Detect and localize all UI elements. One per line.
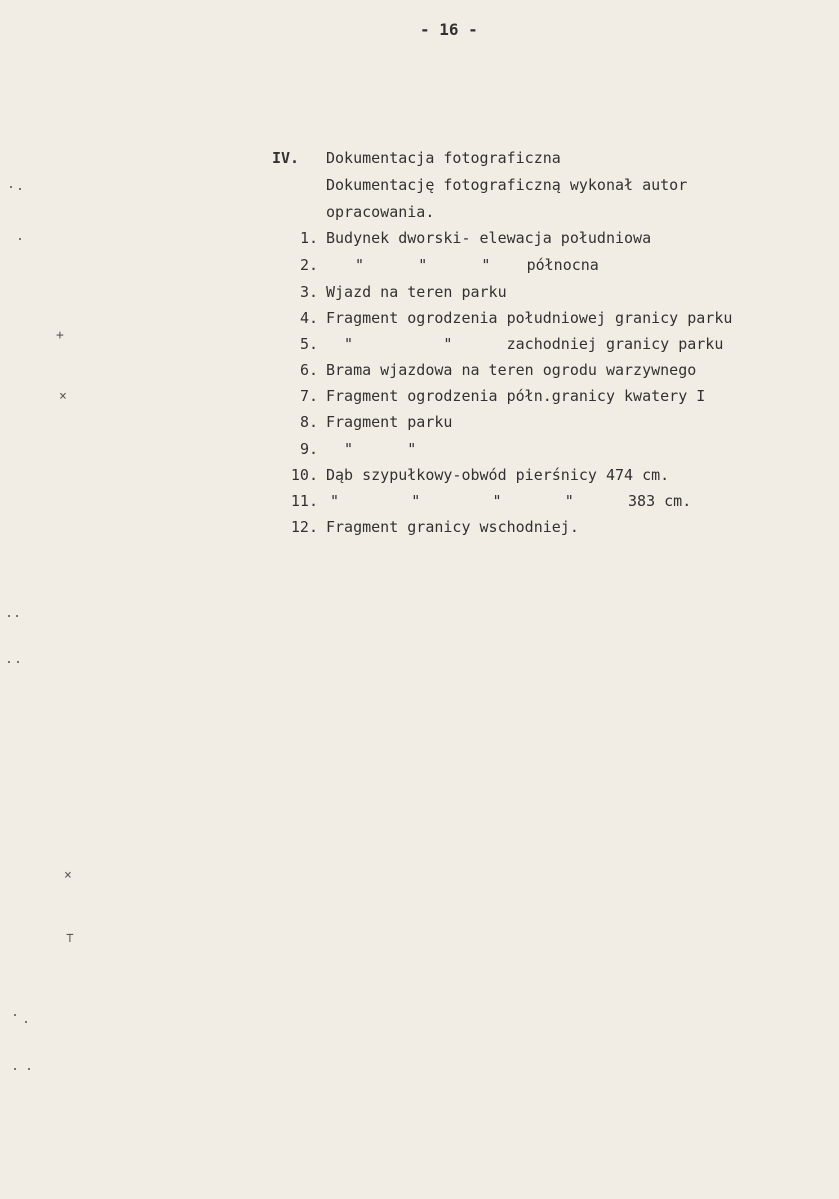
intro-line: Dokumentację fotograficzną wykonał autor bbox=[326, 176, 688, 194]
item-text: " " zachodniej granicy parku bbox=[326, 335, 724, 353]
item-text: " " " " 383 cm. bbox=[330, 492, 692, 510]
item-text: " " bbox=[326, 440, 417, 458]
item-number: 11. bbox=[290, 492, 318, 510]
item-text: Budynek dworski- elewacja południowa bbox=[326, 229, 652, 247]
page-number: - 16 - bbox=[420, 20, 478, 39]
item-text: Fragment ogrodzenia półn.granicy kwatery I bbox=[326, 387, 706, 405]
item-number: 6. bbox=[299, 361, 318, 379]
item-number: 2. bbox=[299, 256, 318, 274]
item-number: 12. bbox=[290, 518, 318, 536]
intro-line: opracowania. bbox=[326, 203, 435, 221]
item-number: 7. bbox=[299, 387, 318, 405]
scan-speck bbox=[8, 615, 10, 617]
item-number: 5. bbox=[299, 335, 318, 353]
scan-speck bbox=[19, 188, 21, 190]
scan-speck bbox=[28, 1068, 30, 1070]
item-text: Dąb szypułkowy-obwód pierśnicy 474 cm. bbox=[326, 466, 670, 484]
margin-mark: × bbox=[64, 868, 72, 883]
scan-speck bbox=[14, 1068, 16, 1070]
scan-speck bbox=[8, 661, 10, 663]
item-text: Fragment parku bbox=[326, 413, 453, 431]
item-number: 8. bbox=[299, 413, 318, 431]
scan-speck bbox=[25, 1021, 27, 1023]
item-number: 3. bbox=[299, 283, 318, 301]
item-text: " " " północna bbox=[355, 256, 599, 274]
item-text: Wjazd na teren parku bbox=[326, 283, 507, 301]
item-number: 1. bbox=[299, 229, 318, 247]
scan-speck bbox=[19, 238, 21, 240]
item-number: 10. bbox=[290, 466, 318, 484]
item-text: Fragment ogrodzenia południowej granicy parku bbox=[326, 309, 733, 327]
scan-speck bbox=[10, 186, 12, 188]
item-number: 4. bbox=[299, 309, 318, 327]
item-text: Brama wjazdowa na teren ogrodu warzywnego bbox=[326, 361, 697, 379]
section-title: Dokumentacja fotograficzna bbox=[326, 149, 561, 167]
scan-speck bbox=[16, 615, 18, 617]
item-text: Fragment granicy wschodniej. bbox=[326, 518, 579, 536]
margin-mark: ⊤ bbox=[66, 931, 74, 946]
section-number: IV. bbox=[272, 149, 300, 167]
item-number: 9. bbox=[299, 440, 318, 458]
scan-speck bbox=[14, 1014, 16, 1016]
margin-mark: + bbox=[56, 328, 64, 343]
scan-speck bbox=[17, 661, 19, 663]
margin-mark: × bbox=[59, 389, 67, 404]
